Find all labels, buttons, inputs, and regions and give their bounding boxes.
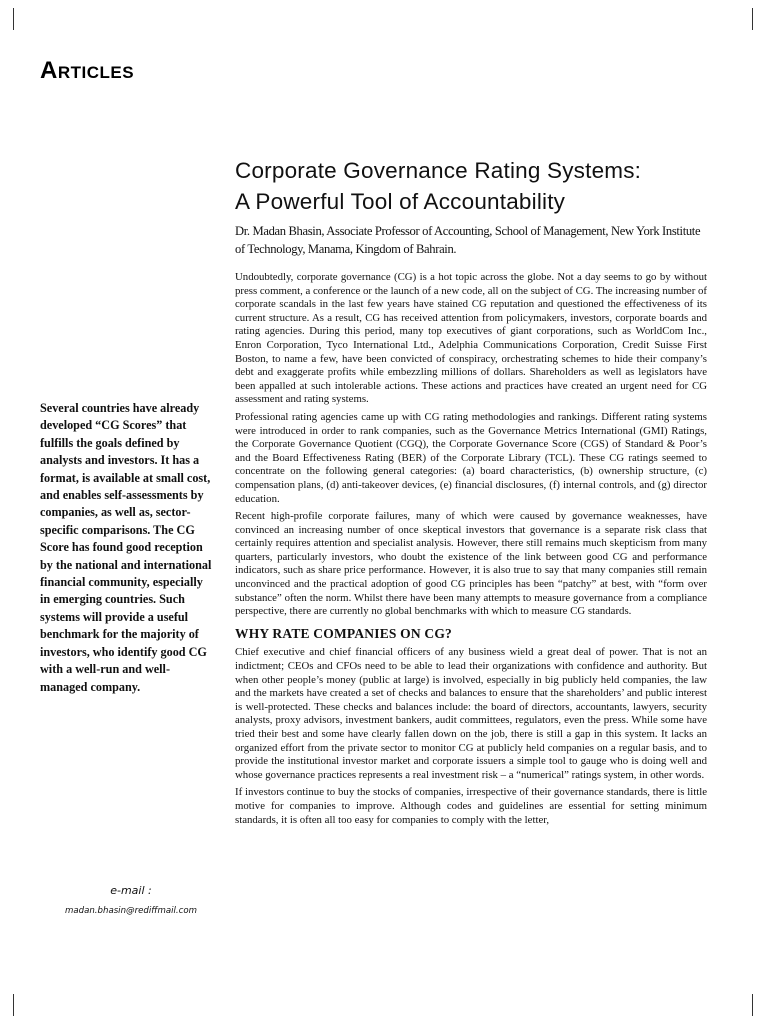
crop-mark-top-left — [13, 8, 14, 30]
author-byline: Dr. Madan Bhasin, Associate Professor of Accounting, School of Management, New York Institute of Technology, Manama, Kingdom of Bahrain. — [235, 224, 701, 256]
article-title — [235, 155, 755, 217]
body-paragraph: If investors continue to buy the stocks of companies, irrespective of their governance standards, there is little motive for companies to improve. Although codes and guidelines are essential for setting minimum standards, it is often all too easy for companies to comply with the letter, — [235, 786, 707, 826]
body-paragraph: Chief executive and chief financial officers of any business wield a great deal of power. That is not an indictment; CEOs and CFOs need to be able to lead their organizations with confidence and authority. But when other people’s money (public at large) is involved, especially in big publicly held companies, the law and the markets have created a set of checks and balances to ensure that the shareholders’ and public interest is well-protected. These checks and balances include: the board of directors, accountants, lawyers, security analysts, proxy advisors, investment bankers, audit committees, regulators, even the press. While some have tried their best and some have clearly fallen down on the job, there is still a gap in this system. It lacks an organized effort from the private sector to monitor CG at publicly held companies on a regular basis, and to provide the institutional investor market and corporate issuers a simple tool to gauge who is doing well and whose governance practices represents a real investment risk – a “numerical” ratings system, in other words. — [235, 646, 707, 781]
sidebar-pullquote: Several countries have already developed “CG Scores” that fulfills the goals defined by analysts and investors. It has a format, is available at small cost, and enables self-assessments by companies, as well as, sector-specific comparisons. The CG Score has found good reception by the national and international financial community, especially in emerging countries. Such systems will provide a useful benchmark for the majority of investors, who identify good CG with a well-run and well-managed company. — [40, 401, 212, 694]
crop-mark-top-right — [752, 8, 753, 30]
section-heading: Articles — [40, 57, 135, 84]
article-title-line-1: Corporate Governance Rating Systems: — [235, 158, 642, 183]
email-address: madan.bhasin@rediffmail.com — [65, 906, 197, 916]
crop-mark-bottom-right — [752, 994, 753, 1016]
body-paragraph: Recent high-profile corporate failures, many of which were caused by governance weaknesses, have convinced an increasing number of once skeptical investors that governance is a separate risk class that certainly requires attention and specialist analysis. However, there still remains much skepticism from many quarters, particularly investors, who doubt the existence of the link between good CG and performance indicators, such as share price performance. However, it is also true to say that many companies still remain unconvinced and the practical adoption of good CG principles has been “patchy” at best, with “form over substance” often the norm. Whilst there have been many attempts to measure governance from a compliance perspective, there are currently no global benchmarks with which to measure CG standards. — [235, 510, 707, 618]
section-subheading: WHY RATE COMPANIES ON CG? — [235, 625, 453, 641]
email-label: e-mail : — [110, 884, 152, 897]
body-paragraph: Professional rating agencies came up with CG rating methodologies and rankings. Different rating systems were introduced in order to rank companies, such as the Governance Metrics International (GMI) Ratings, the Corporate Governance Quotient (CGQ), the Corporate Governance Score (CGS) of Standard & Poor’s and the Board Effectiveness Rating (BER) of the Corporate Library (TCL). These CG ratings seemed to concentrate on the following general categories: (a) board characteristics, (b) ownership structure, (c) compensation plans, (d) anti-takeover devices, (e) financial disclosures, (f) internal controls, and (g) director education. — [235, 410, 707, 505]
crop-mark-bottom-left — [13, 994, 14, 1016]
article-title-line-2: A Powerful Tool of Accountability — [235, 189, 566, 214]
article-body — [235, 271, 707, 831]
body-paragraph: Undoubtedly, corporate governance (CG) is a hot topic across the globe. Not a day seems to go by without press comment, a conference or the launch of a new code, all on the subject of CG. The increasing number of corporate scandals in the last few years have stained CG reputation and questioned the effectiveness of its current structure. As a result, CG has received attention from policymakers, investors, corporate boards and rating agencies. During this period, many top executives of giant corporations, such as WorldCom Inc., Enron Corporation, Tyco International Ltd., Adelphia Communications Corporation, Credit Suisse First Boston, to name a few, have been convicted of conspiracy, orchestrating schemes to hide their company’s debt and exaggerate profits while embezzling millions of dollars. Shareholders as well as legislators have been appalled at such intolerable actions. These actions and practices have created an urgent need for CG assessment and rating systems. — [235, 271, 707, 406]
